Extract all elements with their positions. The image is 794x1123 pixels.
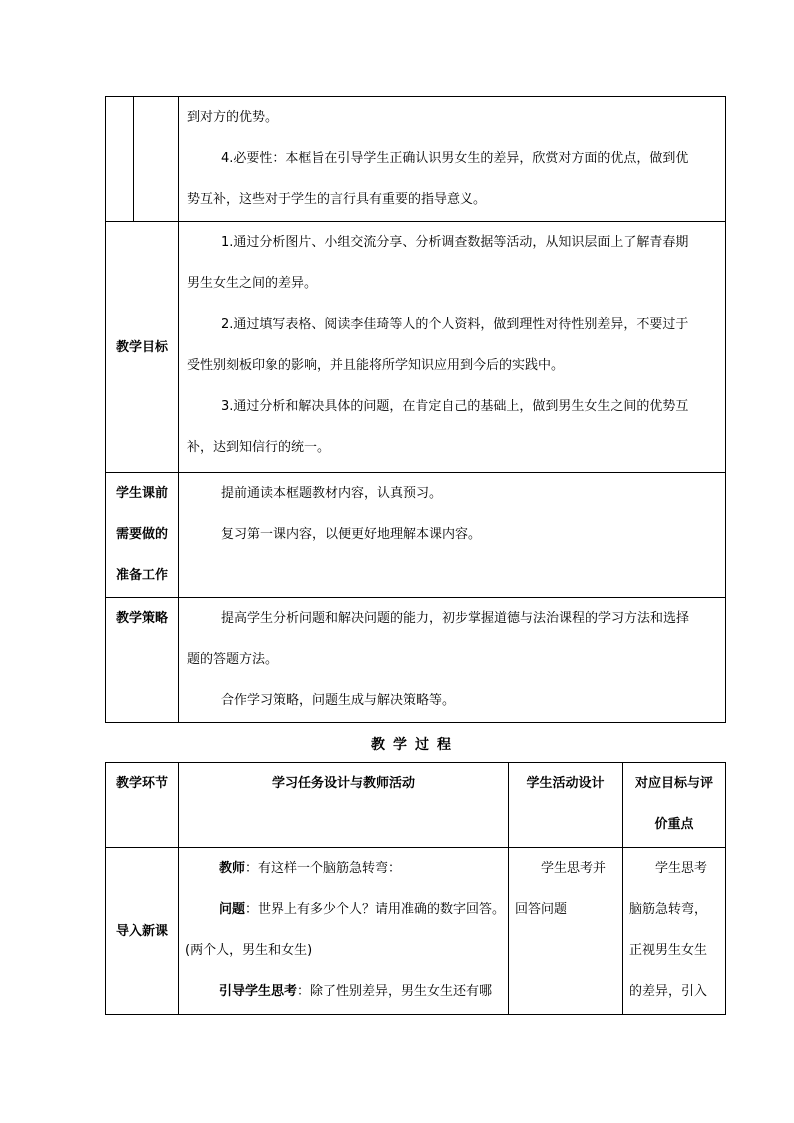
column-header	[179, 763, 509, 848]
text-line	[185, 889, 504, 930]
header-text: 对应目标与评	[634, 776, 713, 791]
text-line: 的差异，引入	[629, 984, 708, 999]
text-line: 势互补，这些对于学生的言行具有重要的指导意义。	[187, 192, 487, 207]
goal-eval-cell	[623, 848, 726, 1015]
text-line: 脑筋急转弯，	[629, 902, 708, 917]
text-line: 合作学习策略，问题生成与解决策略等。	[221, 693, 456, 708]
guide-text: ：除了性别差异，男生女生还有哪	[297, 984, 493, 999]
text-line: 1.通过分析图片、小组交流分享、分析调查数据等活动，从知识层面上了解青春期	[221, 235, 689, 250]
row-label	[106, 473, 179, 598]
table-row	[106, 222, 726, 473]
question-label: 问题	[219, 902, 246, 917]
section-title: 教学过程	[371, 737, 459, 753]
text-line	[185, 971, 504, 1012]
lesson-info-table	[105, 96, 726, 723]
text-line: 学生思考并	[541, 861, 607, 876]
text-line: 男生女生之间的差异。	[187, 276, 318, 291]
text-line	[185, 848, 504, 889]
text-line: 2.通过填写表格、阅读李佳琦等人的个人资料，做到理性对待性别差异，不要过于	[221, 317, 689, 332]
row-label	[106, 222, 179, 473]
empty-cell	[106, 97, 134, 222]
goals-cell	[179, 222, 726, 473]
teacher-text: ：有这样一个脑筋急转弯：	[245, 861, 402, 876]
continuation-cell	[179, 97, 726, 222]
column-header	[106, 763, 179, 848]
text-line: 题的答题方法。	[187, 652, 279, 667]
text-line: 4.必要性：本框旨在引导学生正确认识男女生的差异，欣赏对方面的优点，做到优	[221, 151, 689, 166]
text-line: 回答问题	[515, 902, 568, 917]
question-text: ：世界上有多少个人？请用准确的数字回答。	[245, 902, 506, 917]
prep-cell	[179, 473, 726, 598]
column-header	[509, 763, 623, 848]
student-activity-cell	[509, 848, 623, 1015]
table-row	[106, 598, 726, 723]
text-line: 到对方的优势。	[187, 110, 279, 125]
text-line: 复习第一课内容，以便更好地理解本课内容。	[221, 527, 482, 542]
text-line: 学生思考	[655, 861, 708, 876]
text-line: (两个人，男生和女生)	[185, 943, 313, 958]
teaching-process-table	[105, 762, 726, 1015]
empty-cell	[134, 97, 179, 222]
teacher-activity-cell	[179, 848, 509, 1015]
table-header-row	[106, 763, 726, 848]
row-label	[106, 848, 179, 1015]
label-text: 导入新课	[115, 923, 168, 939]
header-text: 学生活动设计	[526, 776, 605, 791]
header-text: 教学环节	[115, 776, 168, 791]
label-text: 学生课前	[115, 486, 168, 501]
text-line: 3.通过分析和解决具体的问题，在肯定自己的基础上，做到男生女生之间的优势互	[221, 399, 689, 414]
label-text: 准备工作	[115, 568, 168, 583]
label-text: 需要做的	[115, 527, 168, 542]
column-header	[623, 763, 726, 848]
header-text: 学习任务设计与教师活动	[271, 776, 415, 791]
header-text: 价重点	[654, 817, 694, 832]
strategy-cell	[179, 598, 726, 723]
row-label	[106, 598, 179, 723]
text-line: 提高学生分析问题和解决问题的能力，初步掌握道德与法治课程的学习方法和选择	[221, 611, 690, 626]
text-line: 受性别刻板印象的影响，并且能将所学知识应用到今后的实践中。	[187, 358, 565, 373]
text-line: 补，达到知信行的统一。	[187, 440, 331, 455]
label-text: 教学策略	[115, 611, 168, 626]
label-text: 教学目标	[115, 339, 168, 355]
table-row	[106, 473, 726, 598]
guide-label: 引导学生思考	[219, 984, 298, 999]
table-row	[106, 848, 726, 1015]
text-line: 提前通读本框题教材内容，认真预习。	[221, 486, 443, 501]
text-line: 正视男生女生	[629, 943, 708, 958]
teacher-label: 教师	[219, 861, 246, 876]
table-row	[106, 97, 726, 222]
